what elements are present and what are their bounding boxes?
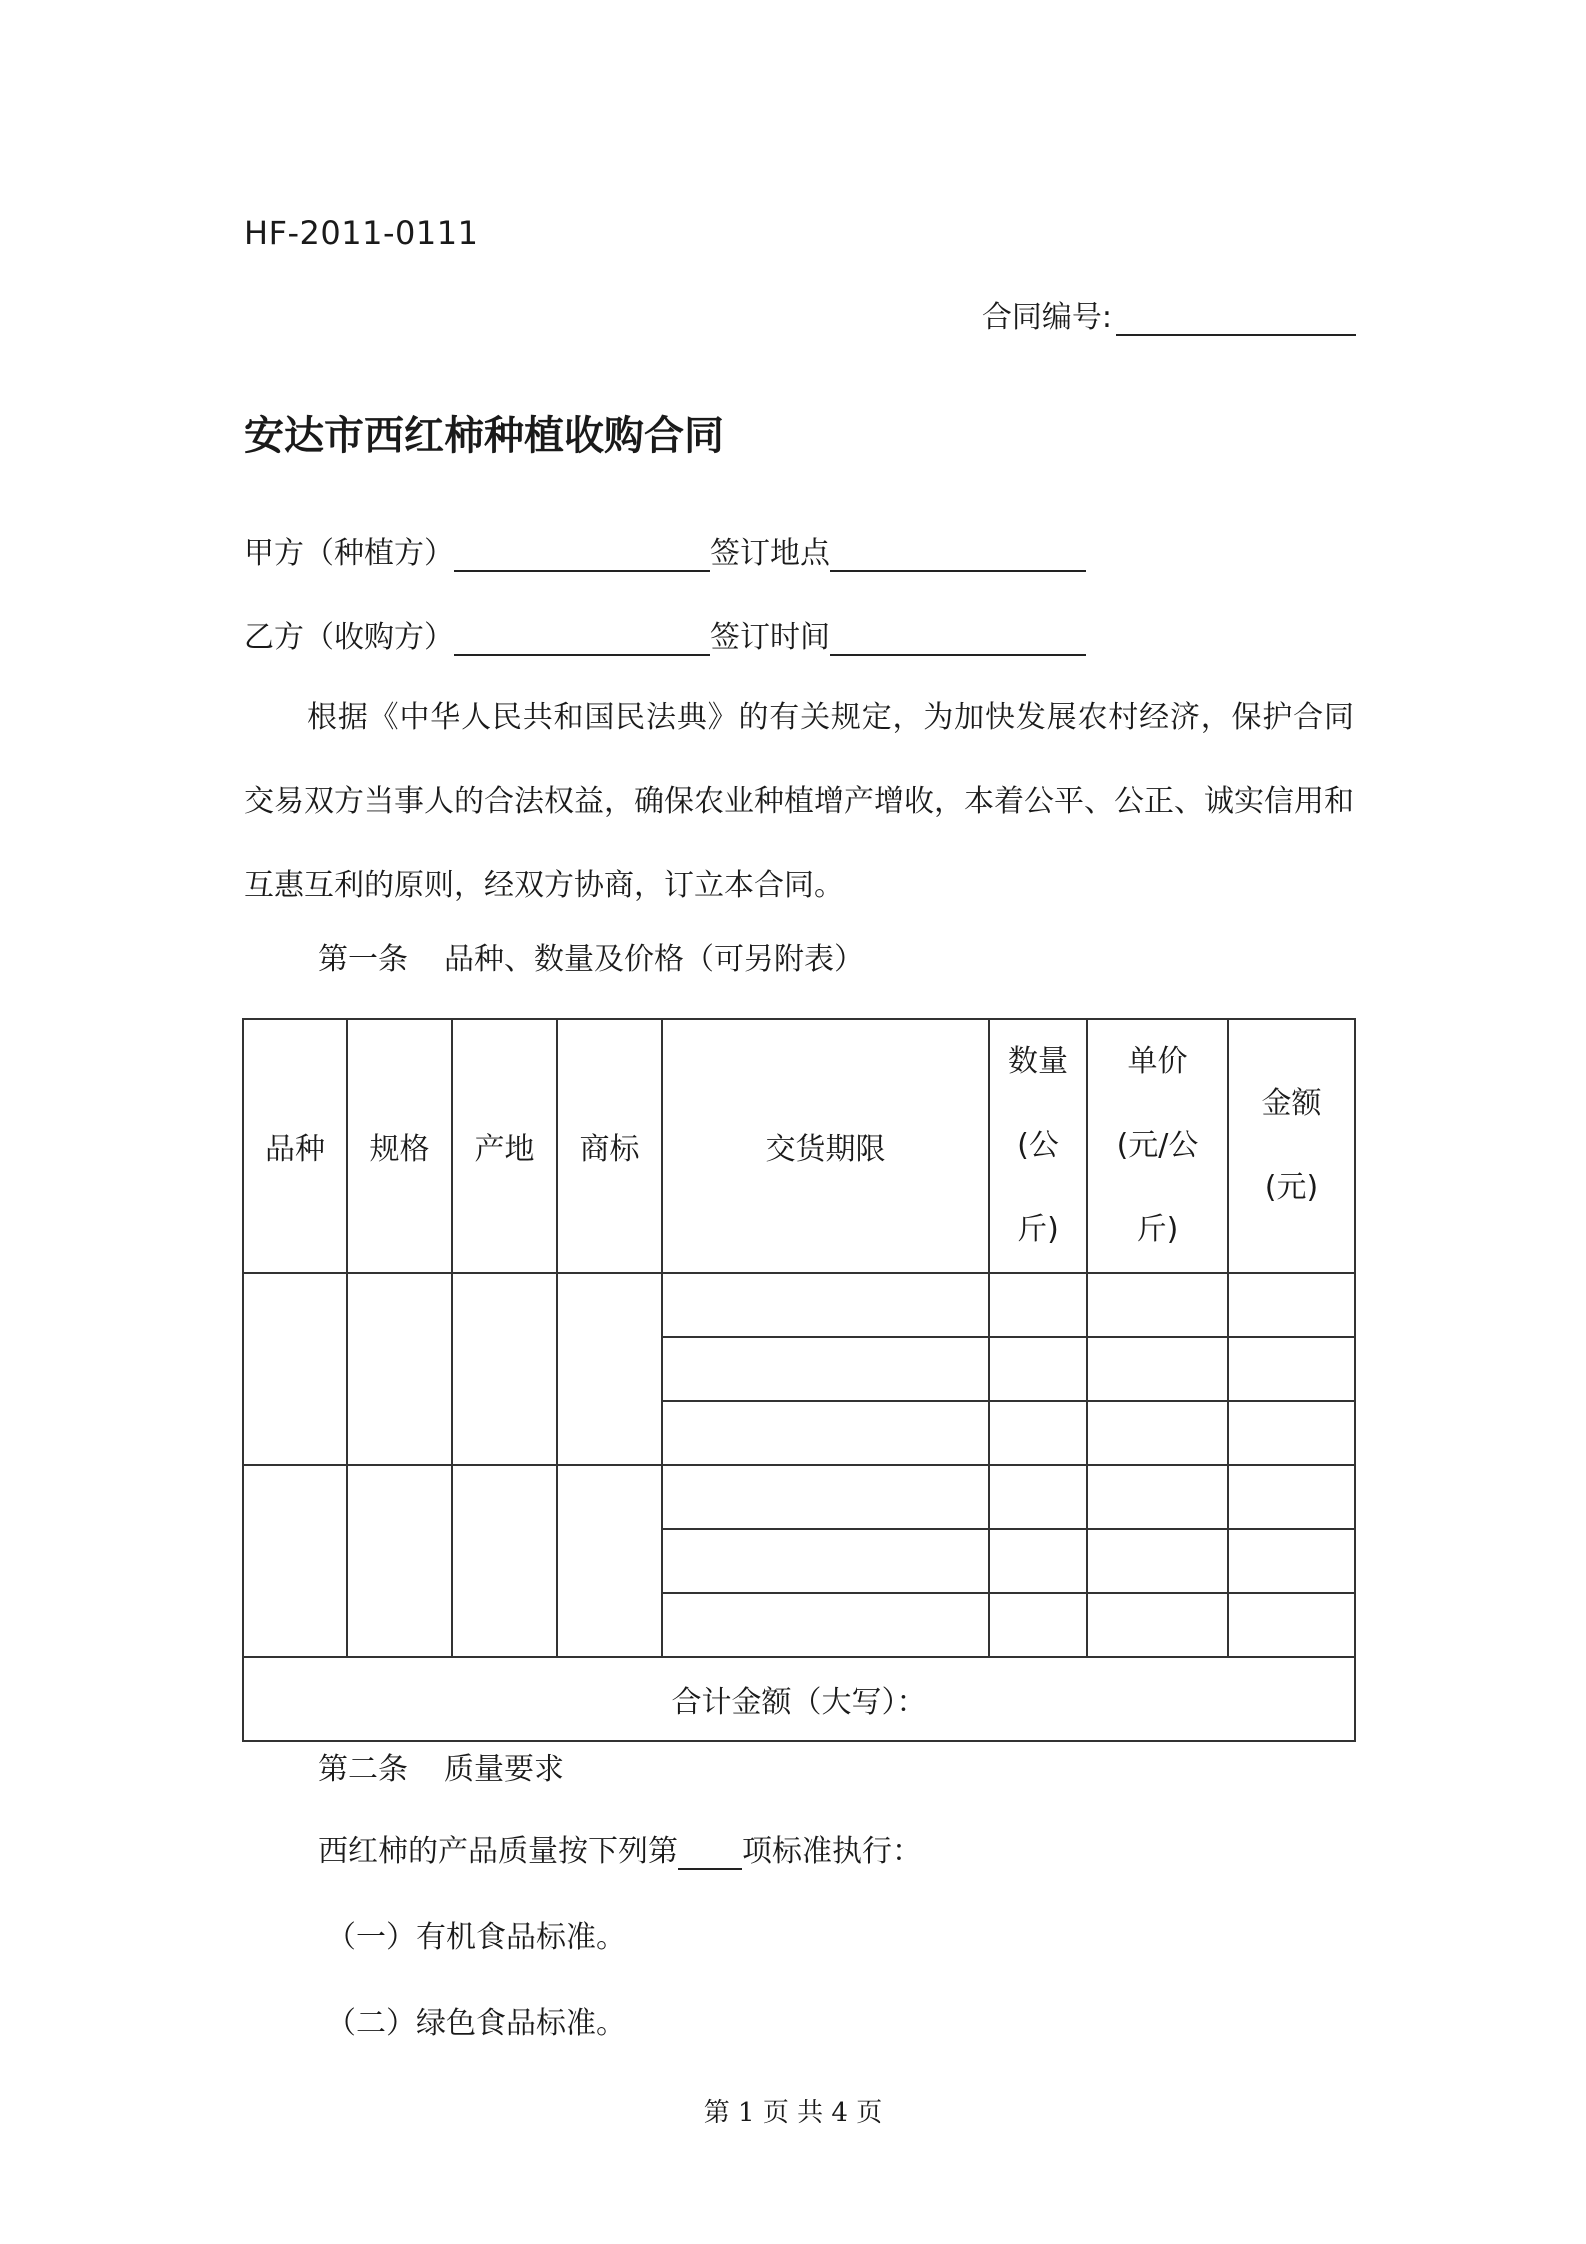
table-cell[interactable]: [662, 1593, 989, 1657]
party-a-blank[interactable]: [454, 534, 710, 572]
table-cell[interactable]: [989, 1529, 1087, 1593]
table-cell[interactable]: [1228, 1337, 1355, 1401]
header-quantity-line-1: 数量: [1008, 1044, 1068, 1079]
table-cell[interactable]: [1228, 1465, 1355, 1529]
party-b-row: [244, 612, 1086, 656]
standard-item-2: （二）绿色食品标准。: [326, 2006, 626, 2041]
header-amount-line-1: 金额: [1261, 1086, 1322, 1121]
table-cell[interactable]: [557, 1273, 662, 1465]
standard-item-1: （一）有机食品标准。: [326, 1920, 626, 1955]
document-title: 安达市西红柿种植收购合同: [244, 413, 724, 459]
article-1-number: 第一条: [318, 942, 408, 977]
article-2-text: 质量要求: [444, 1752, 564, 1787]
table-cell[interactable]: [452, 1273, 557, 1465]
sign-place-label: 签订地点: [710, 536, 830, 571]
party-b-label: 乙方（收购方）: [244, 620, 454, 655]
party-a-label: 甲方（种植方）: [244, 536, 454, 571]
table-cell[interactable]: [1087, 1529, 1228, 1593]
header-unit-price: [1087, 1019, 1228, 1273]
contract-number-field: [982, 292, 1356, 336]
header-spec: 规格: [347, 1019, 452, 1273]
article-1-heading: [318, 934, 864, 978]
total-amount-label: 合计金额（大写）：: [671, 1685, 927, 1720]
sign-time-blank[interactable]: [830, 618, 1086, 656]
table-cell[interactable]: [662, 1529, 989, 1593]
table-cell[interactable]: [557, 1465, 662, 1657]
party-a-row: [244, 528, 1086, 572]
table-cell[interactable]: [1228, 1273, 1355, 1337]
table-row: [243, 1465, 1355, 1529]
table-cell[interactable]: [452, 1465, 557, 1657]
sign-time-label: 签订时间: [710, 620, 830, 655]
quality-standard-sentence: [318, 1826, 922, 1870]
table-cell[interactable]: [1087, 1465, 1228, 1529]
sign-place-blank[interactable]: [830, 534, 1086, 572]
table-cell[interactable]: [989, 1593, 1087, 1657]
header-brand: 商标: [557, 1019, 662, 1273]
table-cell[interactable]: [662, 1337, 989, 1401]
table-cell[interactable]: [1087, 1273, 1228, 1337]
article-2-number: 第二条: [318, 1752, 408, 1787]
header-delivery: 交货期限: [662, 1019, 989, 1273]
header-unit-price-line-1: 单价: [1127, 1044, 1188, 1079]
party-b-blank[interactable]: [454, 618, 710, 656]
table-cell[interactable]: [662, 1401, 989, 1465]
table-cell[interactable]: [243, 1273, 347, 1465]
table-cell[interactable]: [989, 1273, 1087, 1337]
table-cell[interactable]: [1228, 1529, 1355, 1593]
header-quantity-line-3: 斤): [1017, 1212, 1059, 1247]
header-origin: 产地: [452, 1019, 557, 1273]
table-cell[interactable]: [989, 1465, 1087, 1529]
header-quantity: [989, 1019, 1087, 1273]
contract-number-label: 合同编号:: [981, 300, 1112, 335]
table-cell[interactable]: [989, 1337, 1087, 1401]
header-unit-price-line-2: (元/公: [1116, 1128, 1199, 1163]
table-row: [243, 1273, 1355, 1337]
header-amount-line-2: (元): [1264, 1170, 1319, 1205]
price-table: [242, 1018, 1356, 1742]
header-amount: [1228, 1019, 1355, 1273]
table-cell[interactable]: [989, 1401, 1087, 1465]
quality-item-blank[interactable]: [678, 1834, 742, 1870]
page-footer: 第 1 页 共 4 页: [703, 2098, 883, 2128]
table-cell[interactable]: [1228, 1593, 1355, 1657]
table-cell[interactable]: [1087, 1593, 1228, 1657]
table-cell[interactable]: [347, 1273, 452, 1465]
quality-text-after: 项标准执行：: [742, 1834, 922, 1869]
header-quantity-line-2: (公: [1017, 1128, 1059, 1163]
table-header-row: [243, 1019, 1355, 1273]
table-cell[interactable]: [662, 1273, 989, 1337]
contract-number-blank[interactable]: [1116, 300, 1356, 336]
header-unit-price-line-3: 斤): [1136, 1212, 1179, 1247]
table-cell[interactable]: [347, 1465, 452, 1657]
article-1-text: 品种、数量及价格（可另附表）: [444, 942, 864, 977]
header-variety: 品种: [243, 1019, 347, 1273]
table-cell[interactable]: [662, 1465, 989, 1529]
table-cell[interactable]: [1087, 1337, 1228, 1401]
article-2-heading: [318, 1744, 564, 1788]
preamble-paragraph: 根据《中华人民共和国民法典》的有关规定，为加快发展农村经济，保护合同交易双方当事人的合法权益，确保农业种植增产增收，本着公平、公正、诚实信用和互惠互利的原则，经双方协商，订立本合同。: [244, 700, 1354, 903]
table-cell[interactable]: [243, 1465, 347, 1657]
quality-text-before: 西红柿的产品质量按下列第: [318, 1834, 678, 1869]
total-amount-cell[interactable]: [243, 1657, 1355, 1741]
table-cell[interactable]: [1087, 1401, 1228, 1465]
document-code: HF-2011-0111: [244, 214, 479, 252]
total-row: [243, 1657, 1355, 1741]
table-cell[interactable]: [1228, 1401, 1355, 1465]
